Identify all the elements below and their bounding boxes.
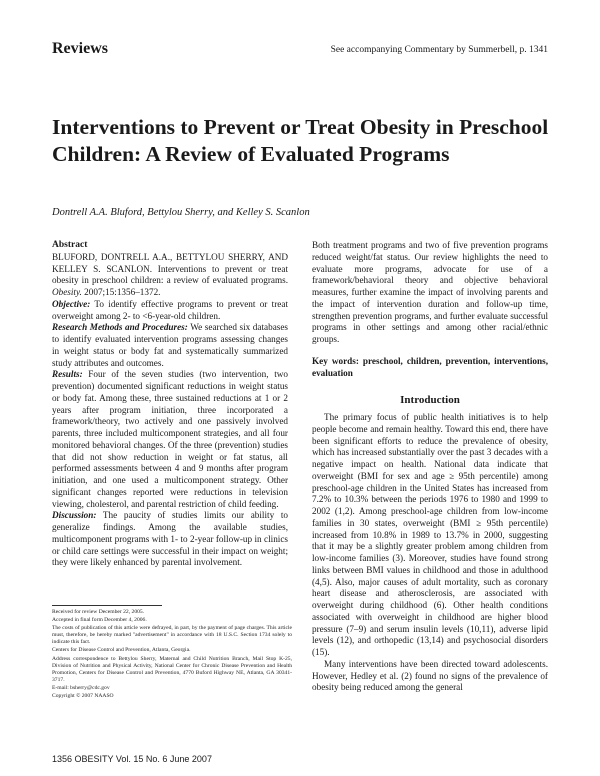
keywords: Key words: preschool, children, prevention, interventions, evaluation [312,355,548,378]
abstract-methods [52,322,288,369]
discussion-text: The paucity of studies limits our ability to generalize findings. Among the available studies, multicomponent programs with 1- to 2-year follow-up in clinics or child care settings were successful in their impact on weight; they were likely enhanced by parental involvement. [52,510,288,568]
abstract-results [52,369,288,510]
discussion-label: Discussion: [52,510,97,521]
footnote-costs: The costs of publication of this article were defrayed, in part, by the payment of page charges. This article must, therefore, be hereby marked "advertisement" in accordance with 18 U.S.C. Section 1734 solely to indicate this fact. [52,625,292,646]
footnote-accepted: Accepted in final form December 4, 2006. [52,617,147,624]
footnotes [52,609,292,701]
methods-text: We searched six databases to identify evaluated intervention programs assessing changes in weight status or body fat and systematically summarized study attributes and outcomes. [52,322,289,368]
results-label: Results: [52,369,83,380]
footnote-address: Address correspondence to Bettylou Sherry, Maternal and Child Nutrition Branch, Mail Stop K-25, Division of Nutrition and Physical Activity, National Center for Chronic Disease Prevention and Health Promotion, Centers for Disease Control and Prevention, 4770 Buford Highway NE, Atlanta, GA 30341-3717. [52,655,292,683]
methods-label: Research Methods and Procedures: [52,322,188,333]
footnote-divider [52,605,162,606]
introduction-paragraph: Many interventions have been directed toward adolescents. However, Hedley et al. (2) found no signs of the prevalence of obesity being reduced among the general [312,658,548,693]
citation-journal: Obesity. [52,287,82,297]
abstract-continuation: Both treatment programs and two of five prevention programs reduced weight/fat status. Our review highlights the need to evaluate more programs, advocate for use of a framework/behavioral theory and objective behavioral measures, further examine the impact of involving parents and the impact of intervention duration and follow-up time, strengthen prevention programs, and further evaluate successful programs in other settings and among other racial/ethnic groups. [312,240,548,344]
abstract-heading: Abstract [52,240,88,250]
abstract-objective [52,299,288,323]
citation-volume: 2007;15:1356–1372. [81,287,161,297]
objective-text: To identify effective programs to prevent or treat overweight among 2- to <6-year-old children. [52,298,288,321]
abstract-column [52,240,288,569]
citation-text: BLUFORD, DONTRELL A.A., BETTYLOU SHERRY, AND KELLEY S. SCANLON. Interventions to prevent or treat obesity in preschool children: a review of evaluated programs. [52,251,288,286]
abstract-discussion [52,510,288,569]
results-text: Four of the seven studies (two intervention, two prevention) documented significant reductions in weight status or body fat. Among these, three sustained reductions at 1 or 2 years after program initiation, three incorporated a framework/theory, two actively and one passively involved parents, three included multicomponent strategies, and all four monitored behavioral changes. Of the three (prevention) studies that did not show reduction in weight or fat status, all performed assessments between 4 and 9 months after program initiation, and one used a multicomponent strategy. Other significant changes reported were reductions in television viewing, cholesterol, and parental restriction of child feeding. [52,369,288,509]
section-label: Reviews [52,40,108,57]
footnote-received: Received for review December 22, 2005. [52,609,145,615]
introduction-paragraph: The primary focus of public health initiatives is to help people become and remain healthy. Toward this end, there have been significant efforts to reduce the prevalence of obesity, which has increased substantially over the past 3 decades with a negative impact on health. National data indicate that overweight (BMI for sex and age ≥ 95th percentile) among preschool-age children in the United States has increased from 7.2% to 10.3% between the periods 1976 to 1980 and 1999 to 2002 (1,2). Among preschool-age children from low-income families in 30 states, overweight (BMI ≥ 95th percentile) increased from 10.8% in 1989 to 13.7% in 2000, suggesting that it may be a slightly greater problem among children from low-income families (3). Moreover, studies have found strong links between BMI values in childhood and those in adulthood (4,5). Also, major causes of adult mortality, such as coronary heart disease and atherosclerosis, are associated with overweight during childhood (6). Other health conditions associated with overweight in childhood are higher blood pressure (7–9) and serum insulin levels (10,11), adverse lipid levels (12), and orthopedic (13,14) and psychosocial disorders (15). [312,412,548,657]
footnote-copyright: Copyright © 2007 NAASO [52,693,114,700]
abstract-citation [52,252,288,299]
introduction-heading: Introduction [400,394,460,407]
right-column [312,240,548,694]
page-footer: 1356 OBESITY Vol. 15 No. 6 June 2007 [52,754,212,764]
commentary-note: See accompanying Commentary by Summerbell, p. 1341 [330,45,548,55]
article-title: Interventions to Prevent or Treat Obesity in Preschool Children: A Review of Evaluated Programs [52,115,549,166]
footnote-email: E-mail: bsherry@cdc.gov [52,684,110,691]
article-authors: Dontrell A.A. Bluford, Bettylou Sherry, and Kelley S. Scanlon [52,207,310,218]
footnote-affiliation: Centers for Disease Control and Prevention, Atlanta, Georgia. [52,647,191,654]
objective-label: Objective: [52,298,91,309]
